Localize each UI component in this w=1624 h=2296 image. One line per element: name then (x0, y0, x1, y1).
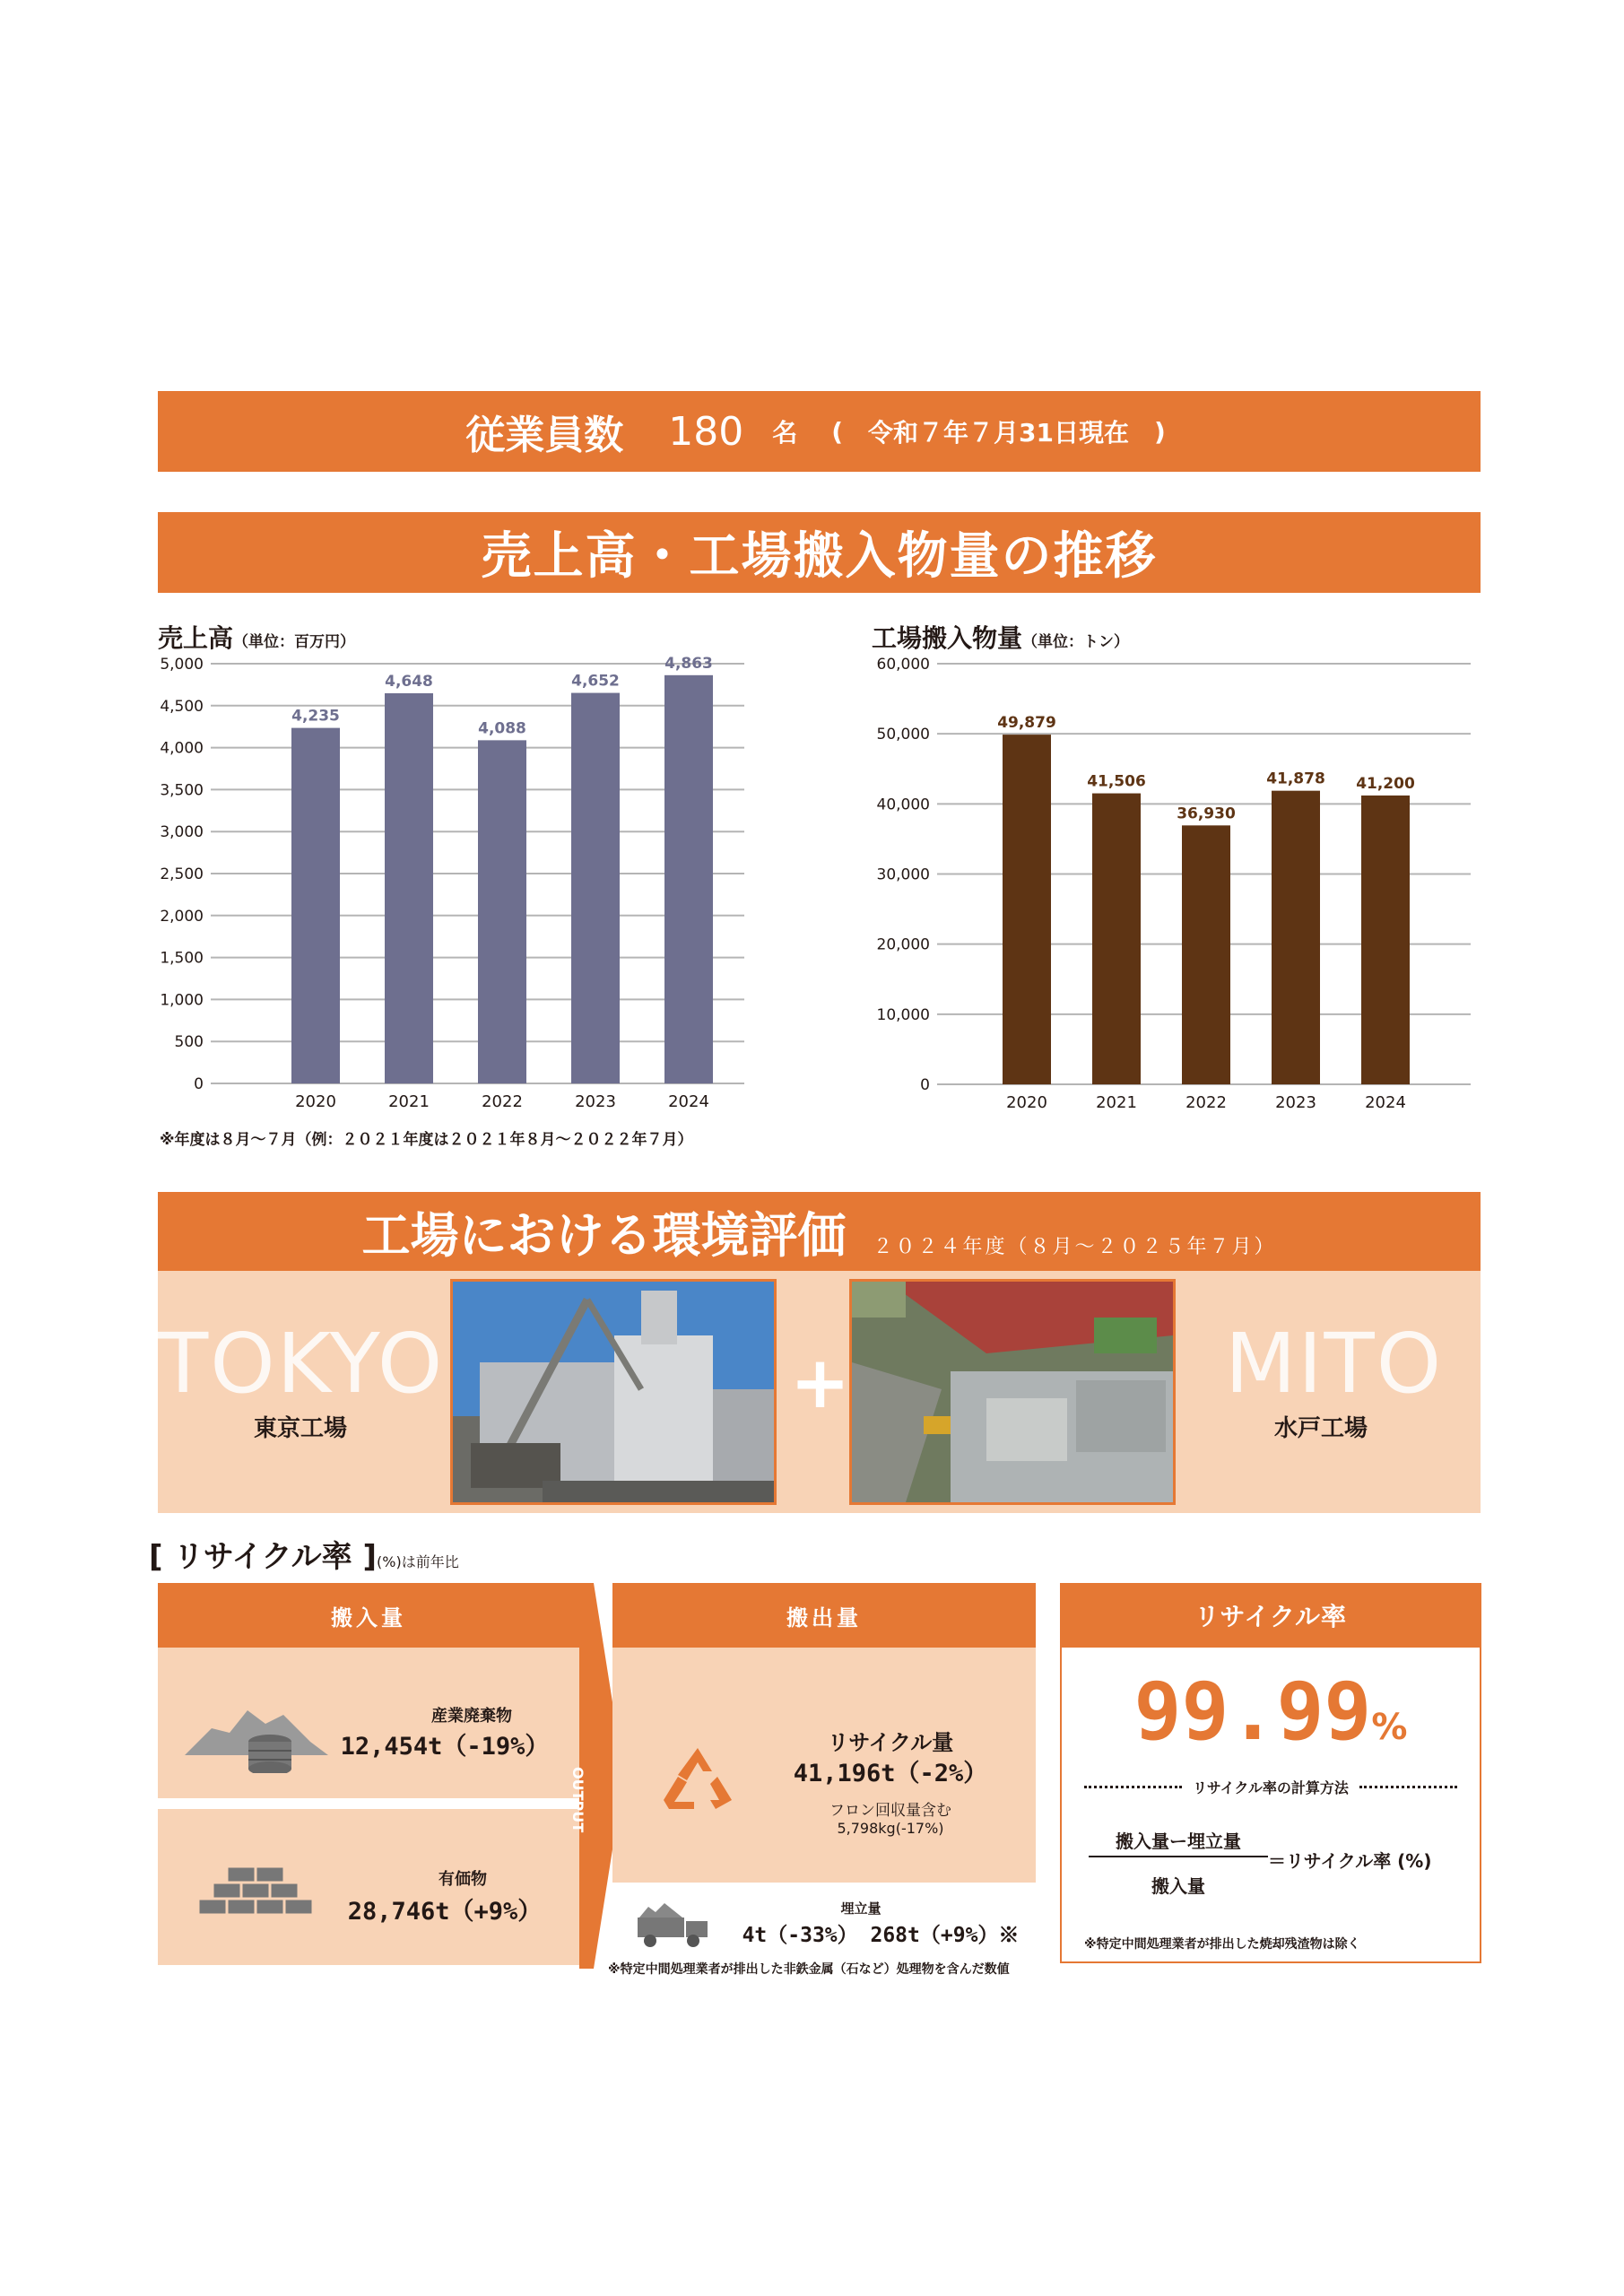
y-tick-label: 20,000 (876, 935, 930, 954)
mito-factory-name: 水戸工場 (1274, 1415, 1368, 1442)
y-tick-label: 60,000 (876, 656, 930, 674)
output-label: OUTPUT (569, 1767, 586, 1833)
employees-count: 180 (668, 408, 744, 455)
sales-footnote: ※年度は８月～７月（例：２０２１年度は２０２１年８月～２０２２年７月） (160, 1131, 693, 1149)
industrial-waste-panel (158, 1648, 579, 1798)
y-tick-label: 3,000 (160, 823, 204, 842)
recycle-amount-panel (612, 1648, 1036, 1883)
y-tick-label: 3,500 (160, 781, 204, 800)
rate-header: リサイクル率 (1060, 1583, 1481, 1648)
bar (291, 728, 340, 1083)
rate-note: ※特定中間処理業者が排出した焼却残渣物は除く (1084, 1937, 1360, 1952)
valuables-icon (198, 1863, 315, 1917)
y-tick-label: 4,500 (160, 697, 204, 716)
sales-unit: （単位：百万円） (233, 633, 356, 651)
trend-title: 売上高・工場搬入物量の推移 (481, 527, 1158, 586)
y-tick-label: 40,000 (876, 796, 930, 814)
industrial-waste-value: 12,454t（-19%） (340, 1733, 550, 1761)
recycle-title-text: [ リサイクル率 ] (149, 1539, 377, 1575)
recycle-amount-label: リサイクル量 (827, 1730, 954, 1755)
formula-denominator: 搬入量 (1151, 1875, 1205, 1897)
bar (385, 693, 433, 1083)
trend-banner (158, 512, 1481, 593)
y-tick-label: 30,000 (876, 865, 930, 884)
truck-icon (634, 1901, 711, 1952)
factories-panel (158, 1271, 1481, 1513)
y-tick-label: 4,000 (160, 739, 204, 758)
y-tick-label: 0 (194, 1075, 204, 1093)
intake-unit: （単位：トン） (1022, 633, 1130, 651)
industrial-waste-icon (185, 1692, 328, 1773)
environment-period: ２０２４年度（８月～２０２５年７月） (873, 1235, 1277, 1258)
x-tick-label: 2023 (1275, 1093, 1316, 1112)
x-tick-label: 2024 (1365, 1093, 1406, 1112)
environment-banner (158, 1192, 1481, 1271)
sales-title-text: 売上高 (158, 623, 234, 653)
y-tick-label: 2,500 (160, 865, 204, 883)
mito-factory-photo (849, 1279, 1176, 1505)
rate-panel (1060, 1648, 1481, 1963)
x-tick-label: 2020 (295, 1092, 336, 1111)
y-tick-label: 500 (174, 1033, 204, 1052)
rate-display (1062, 1665, 1480, 1758)
as-of-date: 令和７年７月31日現在 (868, 418, 1129, 448)
x-tick-label: 2022 (1185, 1093, 1227, 1112)
data-label: 41,878 (1266, 770, 1325, 788)
method-dots-left (1084, 1786, 1182, 1788)
recycle-section-title (149, 1532, 459, 1576)
freon-value: 5,798kg(-17%) (837, 1820, 944, 1837)
y-tick-label: 2,000 (160, 907, 204, 926)
x-tick-label: 2022 (482, 1092, 523, 1111)
valuables-value: 28,746t（+9%） (347, 1898, 543, 1926)
plus-sign: + (790, 1341, 851, 1424)
y-tick-label: 5,000 (160, 656, 204, 674)
environment-title: 工場における環境評価 (361, 1206, 847, 1264)
data-label: 4,648 (385, 672, 433, 691)
intake-title-text: 工場搬入物量 (872, 623, 1023, 653)
x-tick-label: 2021 (388, 1092, 430, 1111)
y-tick-label: 1,500 (160, 949, 204, 968)
formula-fraction-bar (1089, 1856, 1268, 1857)
paren-close: ) (1153, 416, 1166, 447)
employees-banner (158, 391, 1481, 472)
bar (1003, 735, 1051, 1084)
formula-result: ＝リサイクル率 (%) (1268, 1850, 1432, 1872)
bar (571, 693, 620, 1083)
data-label: 41,200 (1356, 774, 1415, 793)
rate-value: 99.99 (1133, 1665, 1372, 1758)
x-tick-label: 2024 (668, 1092, 709, 1111)
bar (478, 740, 526, 1083)
landfill-value: 4t（-33%） 268t（+9%）※ (742, 1924, 1020, 1947)
sales-chart (152, 655, 762, 1121)
bar (664, 675, 713, 1083)
recycle-title-note: (%)は前年比 (377, 1553, 459, 1570)
intake-chart (865, 655, 1484, 1121)
y-tick-label: 10,000 (876, 1005, 930, 1024)
bar (1361, 796, 1410, 1084)
output-header: 搬出量 (612, 1583, 1036, 1648)
valuables-label: 有価物 (439, 1870, 487, 1889)
paren-open: ( (831, 416, 844, 447)
industrial-waste-label: 産業廃棄物 (431, 1707, 512, 1726)
rate-unit: % (1371, 1707, 1408, 1748)
landfill-label: 埋立量 (840, 1900, 881, 1917)
y-tick-label: 1,000 (160, 991, 204, 1010)
x-tick-label: 2023 (575, 1092, 616, 1111)
data-label: 4,652 (571, 672, 620, 691)
mito-ghost-text: MITO (1225, 1316, 1444, 1412)
landfill-note: ※特定中間処理業者が排出した非鉄金属（石など）処理物を含んだ数値 (608, 1962, 1010, 1977)
tokyo-factory-name: 東京工場 (254, 1415, 348, 1442)
method-dots-right (1359, 1786, 1457, 1788)
data-label: 4,235 (291, 707, 340, 726)
valuables-panel (158, 1809, 579, 1965)
recycle-icon (662, 1746, 734, 1811)
data-label: 49,879 (997, 714, 1056, 733)
sales-chart-title (158, 619, 355, 655)
y-tick-label: 50,000 (876, 726, 930, 744)
employees-unit: 名 (772, 418, 798, 448)
bar (1182, 825, 1230, 1084)
method-row (1084, 1777, 1457, 1797)
method-label: リサイクル率の計算方法 (1193, 1779, 1349, 1796)
x-tick-label: 2021 (1096, 1093, 1137, 1112)
intake-header: 搬入量 (158, 1583, 579, 1648)
recycle-amount-value: 41,196t（-2%） (793, 1760, 988, 1787)
data-label: 41,506 (1087, 772, 1146, 791)
freon-label: フロン回収量含む (829, 1802, 951, 1820)
data-label: 4,088 (478, 719, 526, 738)
intake-chart-title (872, 619, 1129, 655)
data-label: 36,930 (1177, 804, 1236, 823)
bar (1092, 794, 1141, 1084)
employees-label: 従業員数 (465, 413, 624, 458)
bar (1272, 791, 1320, 1084)
tokyo-factory-photo (450, 1279, 777, 1505)
x-tick-label: 2020 (1006, 1093, 1047, 1112)
tokyo-ghost-text: TOKYO (158, 1316, 445, 1412)
data-label: 4,863 (664, 655, 713, 673)
y-tick-label: 0 (920, 1076, 930, 1094)
formula-numerator: 搬入量ー埋立量 (1116, 1831, 1241, 1852)
